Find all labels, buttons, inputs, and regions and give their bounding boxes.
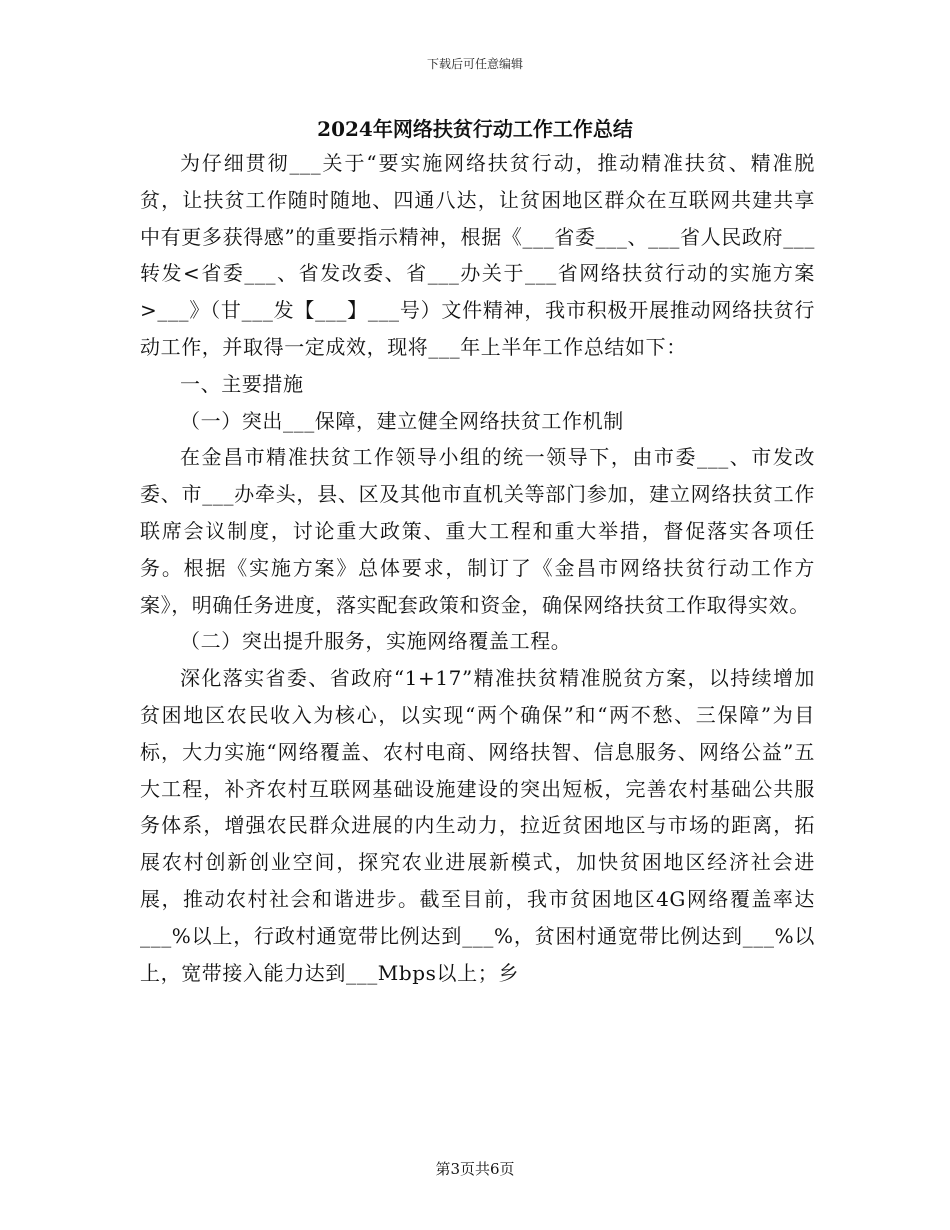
header-note: 下载后可任意编辑 (426, 57, 523, 71)
paragraph-coverage: 深化落实省委、省政府“1+17”精准扶贫精准脱贫方案，以持续增加贫困地区农民收入为核心，以实现“两个确保”和“两不愁、三保障”为目标，大力实施“网络覆盖、农村电商、网络扶智、信息服务、网络公益”五大工程，补齐农村互联网基础设施建设的突出短板，完善农村基础公共服务体系，增强农民群众进展的内生动力，拉近贫困地区与市场的距离，拓展农村创新创业空间，探究农业进展新模式，加快贫困地区经济社会进展，推动农村社会和谐进步。截至目前，我市贫困地区4G网络覆盖率达___%以上，行政村通宽带比例达到___%，贫困村通宽带比例达到___%以上，宽带接入能力达到___Mbps以上；乡 (140, 666, 815, 985)
paragraph-mechanism: 在金昌市精准扶贫工作领导小组的统一领导下，由市委___、市发改委、市___办牵头，县、区及其他市直机关等部门参加，建立网络扶贫工作联席会议制度，讨论重大政策、重大工程和重大举措，督促落实各项任务。根据《实施方案》总体要求，制订了《金昌市网络扶贫行动工作方案》，明确任务进度，落实配套政策和资金，确保网络扶贫工作取得实效。 (140, 445, 815, 617)
paragraph-intro: 为仔细贯彻___关于“要实施网络扶贫行动，推动精准扶贫、精准脱贫，让扶贫工作随时随地、四通八达，让贫困地区群众在互联网共建共享中有更多获得感”的重要指示精神，根据《___省委___、___省人民政府___转发<省委___、省发改委、省___办关于___省网络扶贫行动的实施方案>___》（甘___发【___】___号）文件精神，我市积极开展推动网络扶贫行动工作，并取得一定成效，现将___年上半年工作总结如下： (140, 151, 815, 359)
subsection-heading-1: （一）突出___保障，建立健全网络扶贫工作机制 (180, 408, 624, 433)
document-title: 2024年网络扶贫行动工作工作总结 (317, 117, 633, 141)
document-body (140, 145, 815, 991)
subsection-heading-2: （二）突出提升服务，实施网络覆盖工程。 (180, 629, 572, 654)
section-heading-main-measures: 一、主要措施 (180, 371, 304, 396)
page-number-footer: 第3页共6页 (435, 1160, 515, 1178)
